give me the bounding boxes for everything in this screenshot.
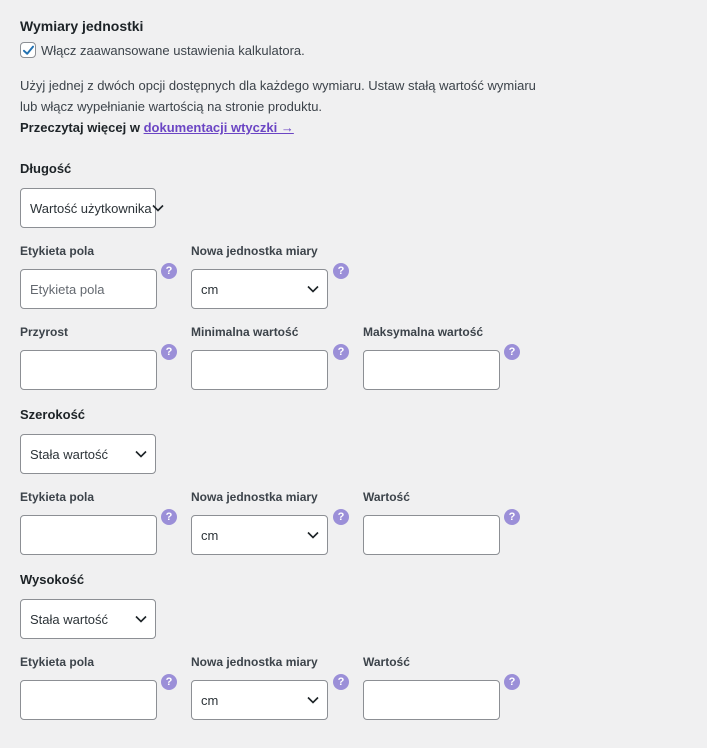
- description-line-2: lub włącz wypełnianie wartością na stronie produktu.: [20, 99, 323, 114]
- length-unit-value: cm: [201, 281, 219, 297]
- documentation-link[interactable]: dokumentacji wtyczki →: [143, 120, 294, 135]
- length-unit-select[interactable]: [191, 269, 328, 309]
- width-field-label-input[interactable]: [20, 515, 157, 555]
- width-section-title: Szerokość: [20, 407, 86, 422]
- height-value-input[interactable]: [363, 680, 500, 720]
- height-unit-help-icon[interactable]: ?: [333, 674, 349, 690]
- length-step-label: Przyrost: [20, 325, 69, 339]
- length-unit-label: Nowa jednostka miary: [191, 244, 318, 258]
- read-more-prefix: Przeczytaj więcej w: [20, 120, 140, 135]
- height-value-label: Wartość: [363, 655, 410, 669]
- chevron-down-icon: [307, 285, 319, 293]
- chevron-down-icon: [307, 696, 319, 704]
- width-mode-value: Stała wartość: [30, 446, 109, 462]
- width-value-help-icon[interactable]: ?: [504, 509, 520, 525]
- chevron-down-icon: [152, 204, 164, 212]
- length-field-label-help-icon[interactable]: ?: [161, 263, 177, 279]
- length-min-input[interactable]: [191, 350, 328, 390]
- length-max-help-icon[interactable]: ?: [504, 344, 520, 360]
- length-step-help-icon[interactable]: ?: [161, 344, 177, 360]
- length-max-label: Maksymalna wartość: [363, 325, 484, 339]
- height-unit-select[interactable]: [191, 680, 328, 720]
- height-section-title: Wysokość: [20, 572, 85, 587]
- length-max-input[interactable]: [363, 350, 500, 390]
- advanced-settings-checkbox[interactable]: [20, 42, 36, 58]
- width-unit-help-icon[interactable]: ?: [333, 509, 349, 525]
- width-value-label: Wartość: [363, 490, 410, 504]
- length-unit-help-icon[interactable]: ?: [333, 263, 349, 279]
- width-unit-value: cm: [201, 527, 219, 543]
- height-field-label-help-icon[interactable]: ?: [161, 674, 177, 690]
- height-unit-value: cm: [201, 692, 219, 708]
- chevron-down-icon: [135, 615, 147, 623]
- width-mode-select[interactable]: [20, 434, 156, 474]
- width-unit-label: Nowa jednostka miary: [191, 490, 318, 504]
- length-field-label-input[interactable]: [20, 269, 157, 309]
- chevron-down-icon: [307, 531, 319, 539]
- read-more: [20, 117, 550, 138]
- width-value-input[interactable]: [363, 515, 500, 555]
- advanced-settings-label[interactable]: Włącz zaawansowane ustawienia kalkulatora.: [41, 42, 305, 58]
- description: [20, 75, 550, 138]
- length-step-input[interactable]: [20, 350, 157, 390]
- width-unit-select[interactable]: [191, 515, 328, 555]
- advanced-settings-row: [20, 42, 305, 58]
- length-section-title: Długość: [20, 161, 72, 176]
- length-mode-value: Wartość użytkownika: [30, 200, 152, 216]
- width-field-label-label: Etykieta pola: [20, 490, 95, 504]
- width-field-label-help-icon[interactable]: ?: [161, 509, 177, 525]
- length-min-help-icon[interactable]: ?: [333, 344, 349, 360]
- checkmark-icon: [22, 44, 35, 57]
- chevron-down-icon: [135, 450, 147, 458]
- height-field-label-label: Etykieta pola: [20, 655, 95, 669]
- length-min-label: Minimalna wartość: [191, 325, 299, 339]
- height-mode-select[interactable]: [20, 599, 156, 639]
- section-title: Wymiary jednostki: [20, 18, 144, 34]
- height-field-label-input[interactable]: [20, 680, 157, 720]
- description-line-1: Użyj jednej z dwóch opcji dostępnych dla każdego wymiaru. Ustaw stałą wartość wymiaru: [20, 78, 536, 93]
- height-value-help-icon[interactable]: ?: [504, 674, 520, 690]
- height-unit-label: Nowa jednostka miary: [191, 655, 318, 669]
- length-field-label-label: Etykieta pola: [20, 244, 95, 258]
- length-mode-select[interactable]: [20, 188, 156, 228]
- height-mode-value: Stała wartość: [30, 611, 109, 627]
